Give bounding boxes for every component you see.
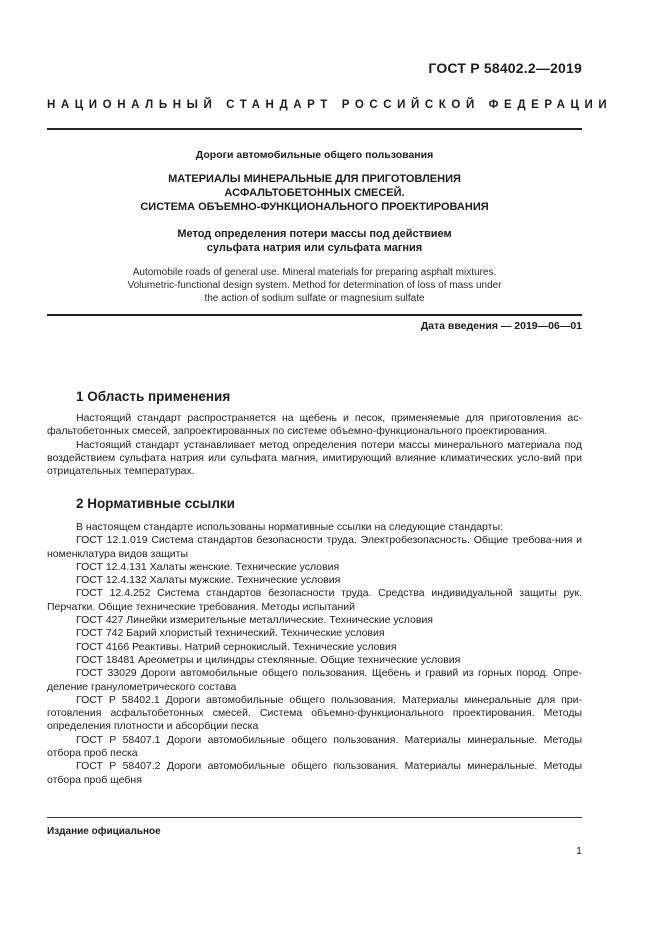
section-heading-references: 2 Нормативные ссылки	[76, 496, 235, 511]
reference-item: ГОСТ 18481 Ареометры и цилиндры стеклянные. Общие технические условия	[76, 653, 461, 666]
edition-label: Издание официальное	[47, 826, 161, 837]
intro-date: Дата введения — 2019—06—01	[420, 320, 582, 332]
reference-item: ГОСТ Р 58407.2 Дороги автомобильные общего пользования. Материалы минеральные. Методы отбора проб щебня	[47, 760, 582, 786]
reference-item: В настоящем стандарте использованы нормативные ссылки на следующие стандарты:	[76, 521, 503, 533]
reference-item: ГОСТ Р 58402.1 Дороги автомобильные общего пользования. Материалы минеральные для при-готовления асфальтобетонных смесей. Система объемно-функционального проектирования. Методы определения плотности и абсорбции песка	[47, 693, 582, 733]
reference-item: ГОСТ 742 Барий хлористый технический. Технические условия	[76, 627, 385, 640]
references-list	[47, 521, 582, 787]
reference-item: ГОСТ 4166 Реактивы. Натрий сернокислый. Технические условия	[76, 640, 397, 653]
title-english-line: Volumetric-functional design system. Method for determination of loss of mass under	[127, 280, 502, 291]
scope-body	[47, 412, 582, 478]
title-main	[47, 172, 582, 214]
footer-divider	[47, 817, 582, 818]
title-main-line: АСФАЛЬТОБЕТОННЫХ СМЕСЕЙ.	[224, 187, 405, 199]
page-number: 1	[576, 845, 582, 857]
reference-item: ГОСТ 12.4.132 Халаты мужские. Технические условия	[76, 574, 341, 587]
reference-item: ГОСТ Р 58407.1 Дороги автомобильные общего пользования. Материалы минеральные. Методы отбора проб песка	[47, 733, 582, 760]
title-main-line: МАТЕРИАЛЫ МИНЕРАЛЬНЫЕ ДЛЯ ПРИГОТОВЛЕНИЯ	[168, 173, 461, 185]
title-method-line: сульфата натрия или сульфата магния	[206, 242, 423, 254]
title-method-line: Метод определения потери массы под действием	[177, 228, 452, 240]
paragraph: Настоящий стандарт устанавливает метод определения потери массы минерального материала под воздействием сульфата натрия или сульфата магния, имитирующий влияние климатических усло-вий при отрицательных температурах.	[47, 438, 582, 478]
section-heading-scope: 1 Область применения	[76, 389, 231, 404]
standard-number: ГОСТ Р 58402.2—2019	[428, 60, 582, 76]
paragraph: Настоящий стандарт распространяется на щебень и песок, применяемые для приготовления ас-фальтобетонных смесей, запроектированных по системе объемно-функционального проектирования.	[47, 412, 582, 438]
reference-item: ГОСТ 12.4.252 Система стандартов безопасности труда. Средства индивидуальной защиты рук. Перчатки. Общие технические требования. Методы испытаний	[47, 587, 582, 613]
title-english-line: Automobile roads of general use. Mineral materials for preparing asphalt mixtures.	[132, 267, 497, 278]
reference-item: ГОСТ 12.1.019 Система стандартов безопасности труда. Электробезопасность. Общие требова-ния и номенклатура видов защиты	[47, 534, 582, 560]
title-group: Дороги автомобильные общего пользования	[195, 149, 434, 161]
reference-item: ГОСТ 427 Линейки измерительные металлические. Технические условия	[76, 614, 433, 627]
title-english	[47, 266, 582, 305]
reference-item: ГОСТ 33029 Дороги автомобильные общего пользования. Щебень и гравий из горных пород. Опре-деление гранулометрического состава	[47, 667, 582, 693]
title-bottom-divider	[47, 314, 582, 316]
reference-item: ГОСТ 12.4.131 Халаты женские. Технические условия	[76, 560, 340, 573]
title-method	[47, 227, 582, 255]
title-main-line: СИСТЕМА ОБЪЕМНО-ФУНКЦИОНАЛЬНОГО ПРОЕКТИРОВАНИЯ	[140, 201, 489, 213]
title-english-line: the action of sodium sulfate or magnesium sulfate	[204, 293, 425, 304]
national-standard-banner: НАЦИОНАЛЬНЫЙ СТАНДАРТ РОССИЙСКОЙ ФЕДЕРАЦИИ	[47, 99, 613, 111]
top-divider	[47, 128, 582, 130]
